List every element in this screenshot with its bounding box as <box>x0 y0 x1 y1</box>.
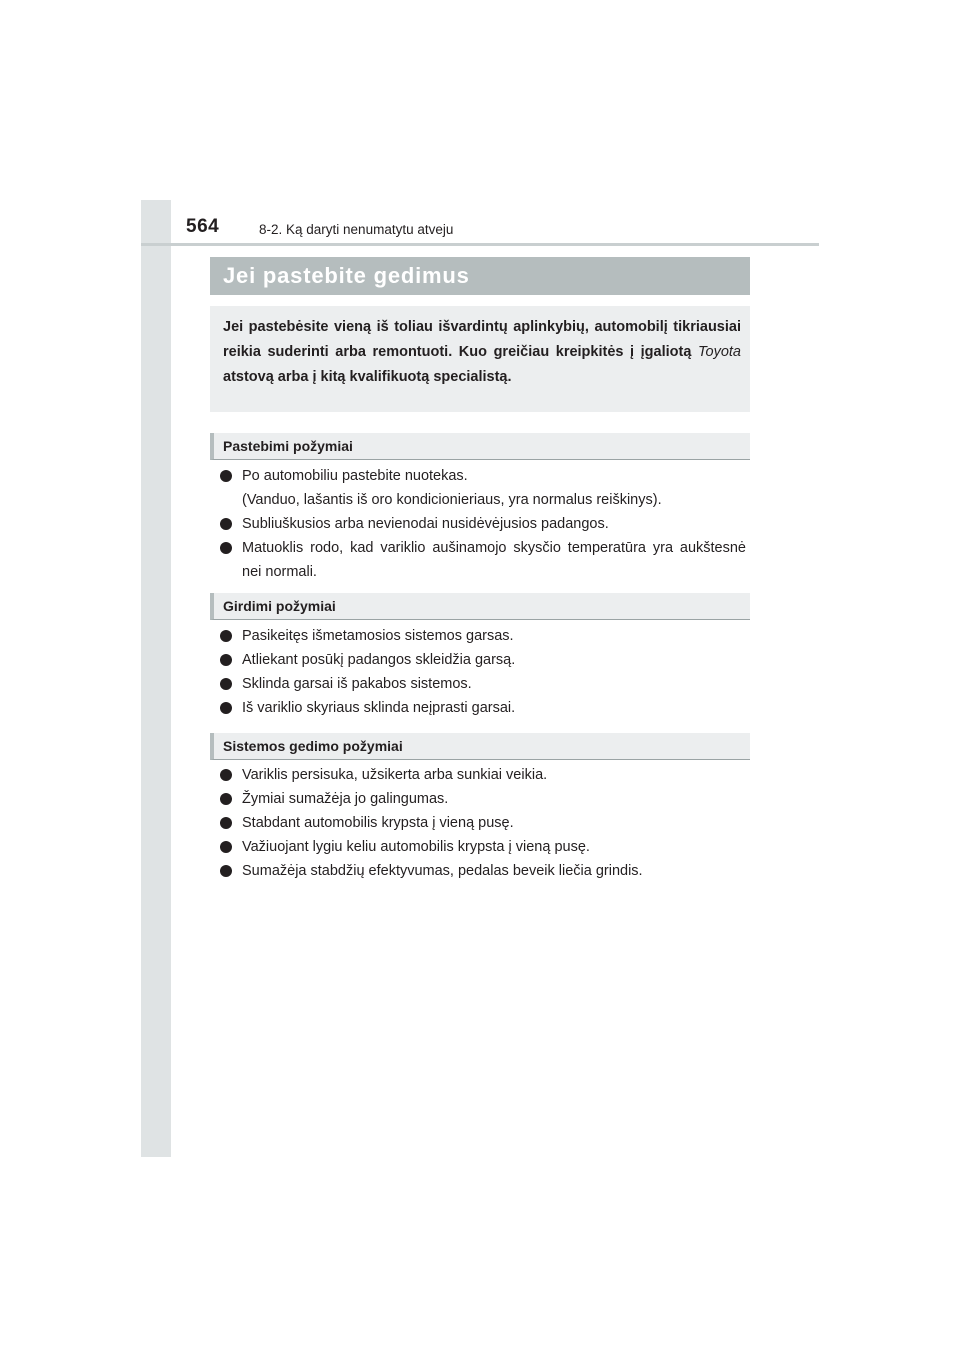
intro-text <box>223 315 741 390</box>
bullet-icon <box>220 769 232 781</box>
brand-name: Toyota <box>698 344 741 360</box>
bullet-icon <box>220 678 232 690</box>
list-item <box>220 859 746 883</box>
list-item <box>220 811 746 835</box>
list-item-text: Atliekant posūkį padangos skleidžia garsą. <box>242 652 516 668</box>
bullet-icon <box>220 702 232 714</box>
list-item-text: Subliuškusios arba nevienodai nusidėvėjusios padangos. <box>242 516 609 532</box>
chapter-title: 8-2. Ką daryti nenumatytu atveju <box>259 222 454 237</box>
list-item <box>220 624 746 648</box>
bullet-icon <box>220 630 232 642</box>
section-heading-visible-signs: Pastebimi požymiai <box>210 433 750 460</box>
bullet-list-visible-signs <box>220 464 746 584</box>
list-item-text: Po automobiliu pastebite nuotekas. <box>242 468 468 484</box>
list-item-text: Žymiai sumažėja jo galingumas. <box>242 791 449 807</box>
list-item <box>220 787 746 811</box>
list-item-note: (Vanduo, lašantis iš oro kondicionieriaus, yra normalus reiškinys). <box>242 492 662 508</box>
list-item <box>220 835 746 859</box>
bullet-icon <box>220 542 232 554</box>
section-heading-system-failure-signs: Sistemos gedimo požymiai <box>210 733 750 760</box>
list-item <box>220 512 746 536</box>
header-rule <box>141 243 819 246</box>
list-item-text: Stabdant automobilis krypsta į vieną pusę. <box>242 815 514 831</box>
side-band <box>141 200 171 1157</box>
bullet-icon <box>220 518 232 530</box>
list-item-text: Sklinda garsai iš pakabos sistemos. <box>242 676 472 692</box>
section-heading-audible-signs: Girdimi požymiai <box>210 593 750 620</box>
list-item-text: Pasikeitęs išmetamosios sistemos garsas. <box>242 628 514 644</box>
bullet-icon <box>220 865 232 877</box>
list-item-text: Važiuojant lygiu keliu automobilis krypsta į vieną pusę. <box>242 839 590 855</box>
page-title: Jei pastebite gedimus <box>210 257 750 295</box>
bullet-icon <box>220 470 232 482</box>
intro-text-end: atstovą arba į kitą kvalifikuotą specialistą. <box>223 369 512 385</box>
list-item-text: Iš variklio skyriaus sklinda neįprasti garsai. <box>242 700 516 716</box>
list-item-text: Matuoklis rodo, kad variklio aušinamojo skysčio temperatūra yra aukštesnė nei normali. <box>242 540 746 580</box>
page-number: 564 <box>186 216 220 237</box>
list-item <box>220 672 746 696</box>
bullet-icon <box>220 841 232 853</box>
intro-box <box>210 306 750 412</box>
bullet-list-system-failure-signs <box>220 763 746 883</box>
list-item-text: Variklis persisuka, užsikerta arba sunkiai veikia. <box>242 767 548 783</box>
bullet-icon <box>220 793 232 805</box>
list-item <box>220 696 746 720</box>
bullet-list-audible-signs <box>220 624 746 720</box>
list-item <box>220 648 746 672</box>
bullet-icon <box>220 817 232 829</box>
list-item-text: Sumažėja stabdžių efektyvumas, pedalas beveik liečia grindis. <box>242 863 643 879</box>
list-item <box>220 763 746 787</box>
list-item <box>220 536 746 584</box>
intro-text-start: Jei pastebėsite vieną iš toliau išvardintų aplinkybių, automobilį tikriausiai reikia suderinti arba remontuoti. Kuo greičiau kreipkitės į įgaliotą <box>223 319 741 360</box>
bullet-icon <box>220 654 232 666</box>
list-item <box>220 464 746 512</box>
